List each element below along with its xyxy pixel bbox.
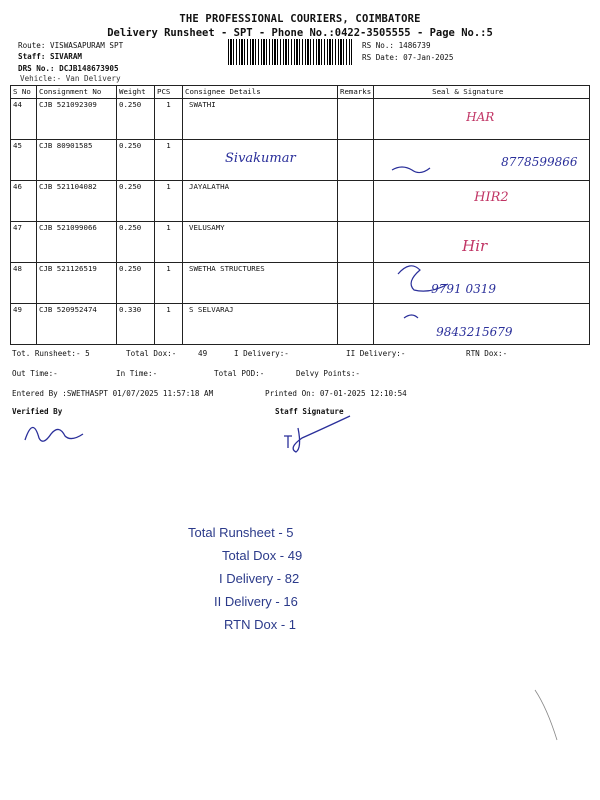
total-dox-label: Total Dox:- [126,349,177,358]
in-time-label: In Time:- [116,369,158,378]
handwritten-note: II Delivery - 16 [214,594,298,609]
runsheet-table [10,85,590,345]
column-header: Remarks [338,86,374,99]
document-subtitle: Delivery Runsheet - SPT - Phone No.:0422-3505555 - Page No.:5 [107,27,493,39]
signature-cell [374,222,590,263]
handwritten-signature: 9843215679 [436,325,513,339]
table-row [11,304,590,345]
printed-on: Printed On: 07-01-2025 12:10:54 [265,389,407,398]
remarks-cell [338,99,374,140]
staff-label: Staff: SIVARAM [18,52,83,61]
handwritten-note: RTN Dox - 1 [224,617,296,632]
weight-cell: 0.250 [117,181,155,222]
consignment-cell: CJB 521092309 [37,99,117,140]
out-time-label: Out Time:- [12,369,58,378]
column-header: PCS [155,86,183,99]
delvy-points-label: Delvy Points:- [296,369,361,378]
pcs-cell: 1 [155,222,183,263]
handwritten-signature: HIR2 [474,190,509,205]
signature-cell [374,304,590,345]
sno-cell: 49 [11,304,37,345]
pcs-cell: 1 [155,99,183,140]
drs-number: DRS No.: DCJB148673905 [18,64,119,73]
table-row [11,140,590,181]
column-header: S No [11,86,37,99]
entered-by: Entered By :SWETHASPT 01/07/2025 11:57:18 AM [12,389,214,398]
signature-cell [374,140,590,181]
total-pod-label: Total POD:- [214,369,265,378]
weight-cell: 0.330 [117,304,155,345]
signature-cell [374,263,590,304]
sno-cell: 46 [11,181,37,222]
handwritten-note: I Delivery - 82 [219,571,300,586]
document-title: THE PROFESSIONAL COURIERS, COIMBATORE [179,13,421,25]
tot-runsheet: Tot. Runsheet:- 5 [12,349,90,358]
consignment-cell: CJB 521126519 [37,263,117,304]
handwritten-note: Total Runsheet - 5 [188,525,294,540]
column-header: Seal & Signature [374,86,590,99]
handwritten-note: Total Dox - 49 [222,548,303,563]
remarks-cell [338,263,374,304]
pcs-cell: 1 [155,140,183,181]
remarks-cell [338,140,374,181]
staff-signature-label: Staff Signature [275,407,344,416]
route-label: Route: VISWASAPURAM SPT [18,41,124,50]
handwritten-signature: Hir [462,237,488,255]
ii-delivery-label: II Delivery:- [346,349,406,358]
rs-number: RS No.: 1486739 [362,41,431,50]
consignment-cell: CJB 521099066 [37,222,117,263]
rtn-dox-label: RTN Dox:- [466,349,508,358]
sno-cell: 45 [11,140,37,181]
consignee-cell: VELUSAMY [183,222,338,263]
consignee-cell: SWETHA STRUCTURES [183,263,338,304]
pcs-cell: 1 [155,304,183,345]
handwritten-consignee: Sivakumar [225,151,296,166]
remarks-cell [338,222,374,263]
table-row [11,181,590,222]
rs-date: RS Date: 07-Jan-2025 [362,53,454,62]
consignment-cell: CJB 521104082 [37,181,117,222]
handwritten-signature: 8778599866 [501,155,578,169]
sno-cell: 44 [11,99,37,140]
i-delivery-label: I Delivery:- [234,349,289,358]
handwritten-signature: 9791 0319 [431,282,497,296]
sno-cell: 48 [11,263,37,304]
pcs-cell: 1 [155,263,183,304]
total-dox-value: 49 [198,349,208,358]
column-header: Consignee Details [183,86,338,99]
table-row [11,222,590,263]
table-row [11,263,590,304]
sno-cell: 47 [11,222,37,263]
verified-by-label: Verified By [12,407,63,416]
weight-cell: 0.250 [117,263,155,304]
pcs-cell: 1 [155,181,183,222]
remarks-cell [338,304,374,345]
consignee-cell [183,140,338,181]
consignment-cell: CJB 80901585 [37,140,117,181]
signature-cell [374,181,590,222]
weight-cell: 0.250 [117,140,155,181]
consignee-cell: S SELVARAJ [183,304,338,345]
vehicle-label: Vehicle:- Van Delivery [20,74,121,83]
barcode-image [228,39,352,65]
weight-cell: 0.250 [117,99,155,140]
table-header-row [11,86,590,99]
consignee-cell: JAYALATHA [183,181,338,222]
column-header: Consignment No [37,86,117,99]
consignment-cell: CJB 520952474 [37,304,117,345]
handwritten-signature: HAR [466,110,495,124]
column-header: Weight [117,86,155,99]
signature-cell [374,99,590,140]
table-row [11,99,590,140]
weight-cell: 0.250 [117,222,155,263]
consignee-cell: SWATHI [183,99,338,140]
remarks-cell [338,181,374,222]
